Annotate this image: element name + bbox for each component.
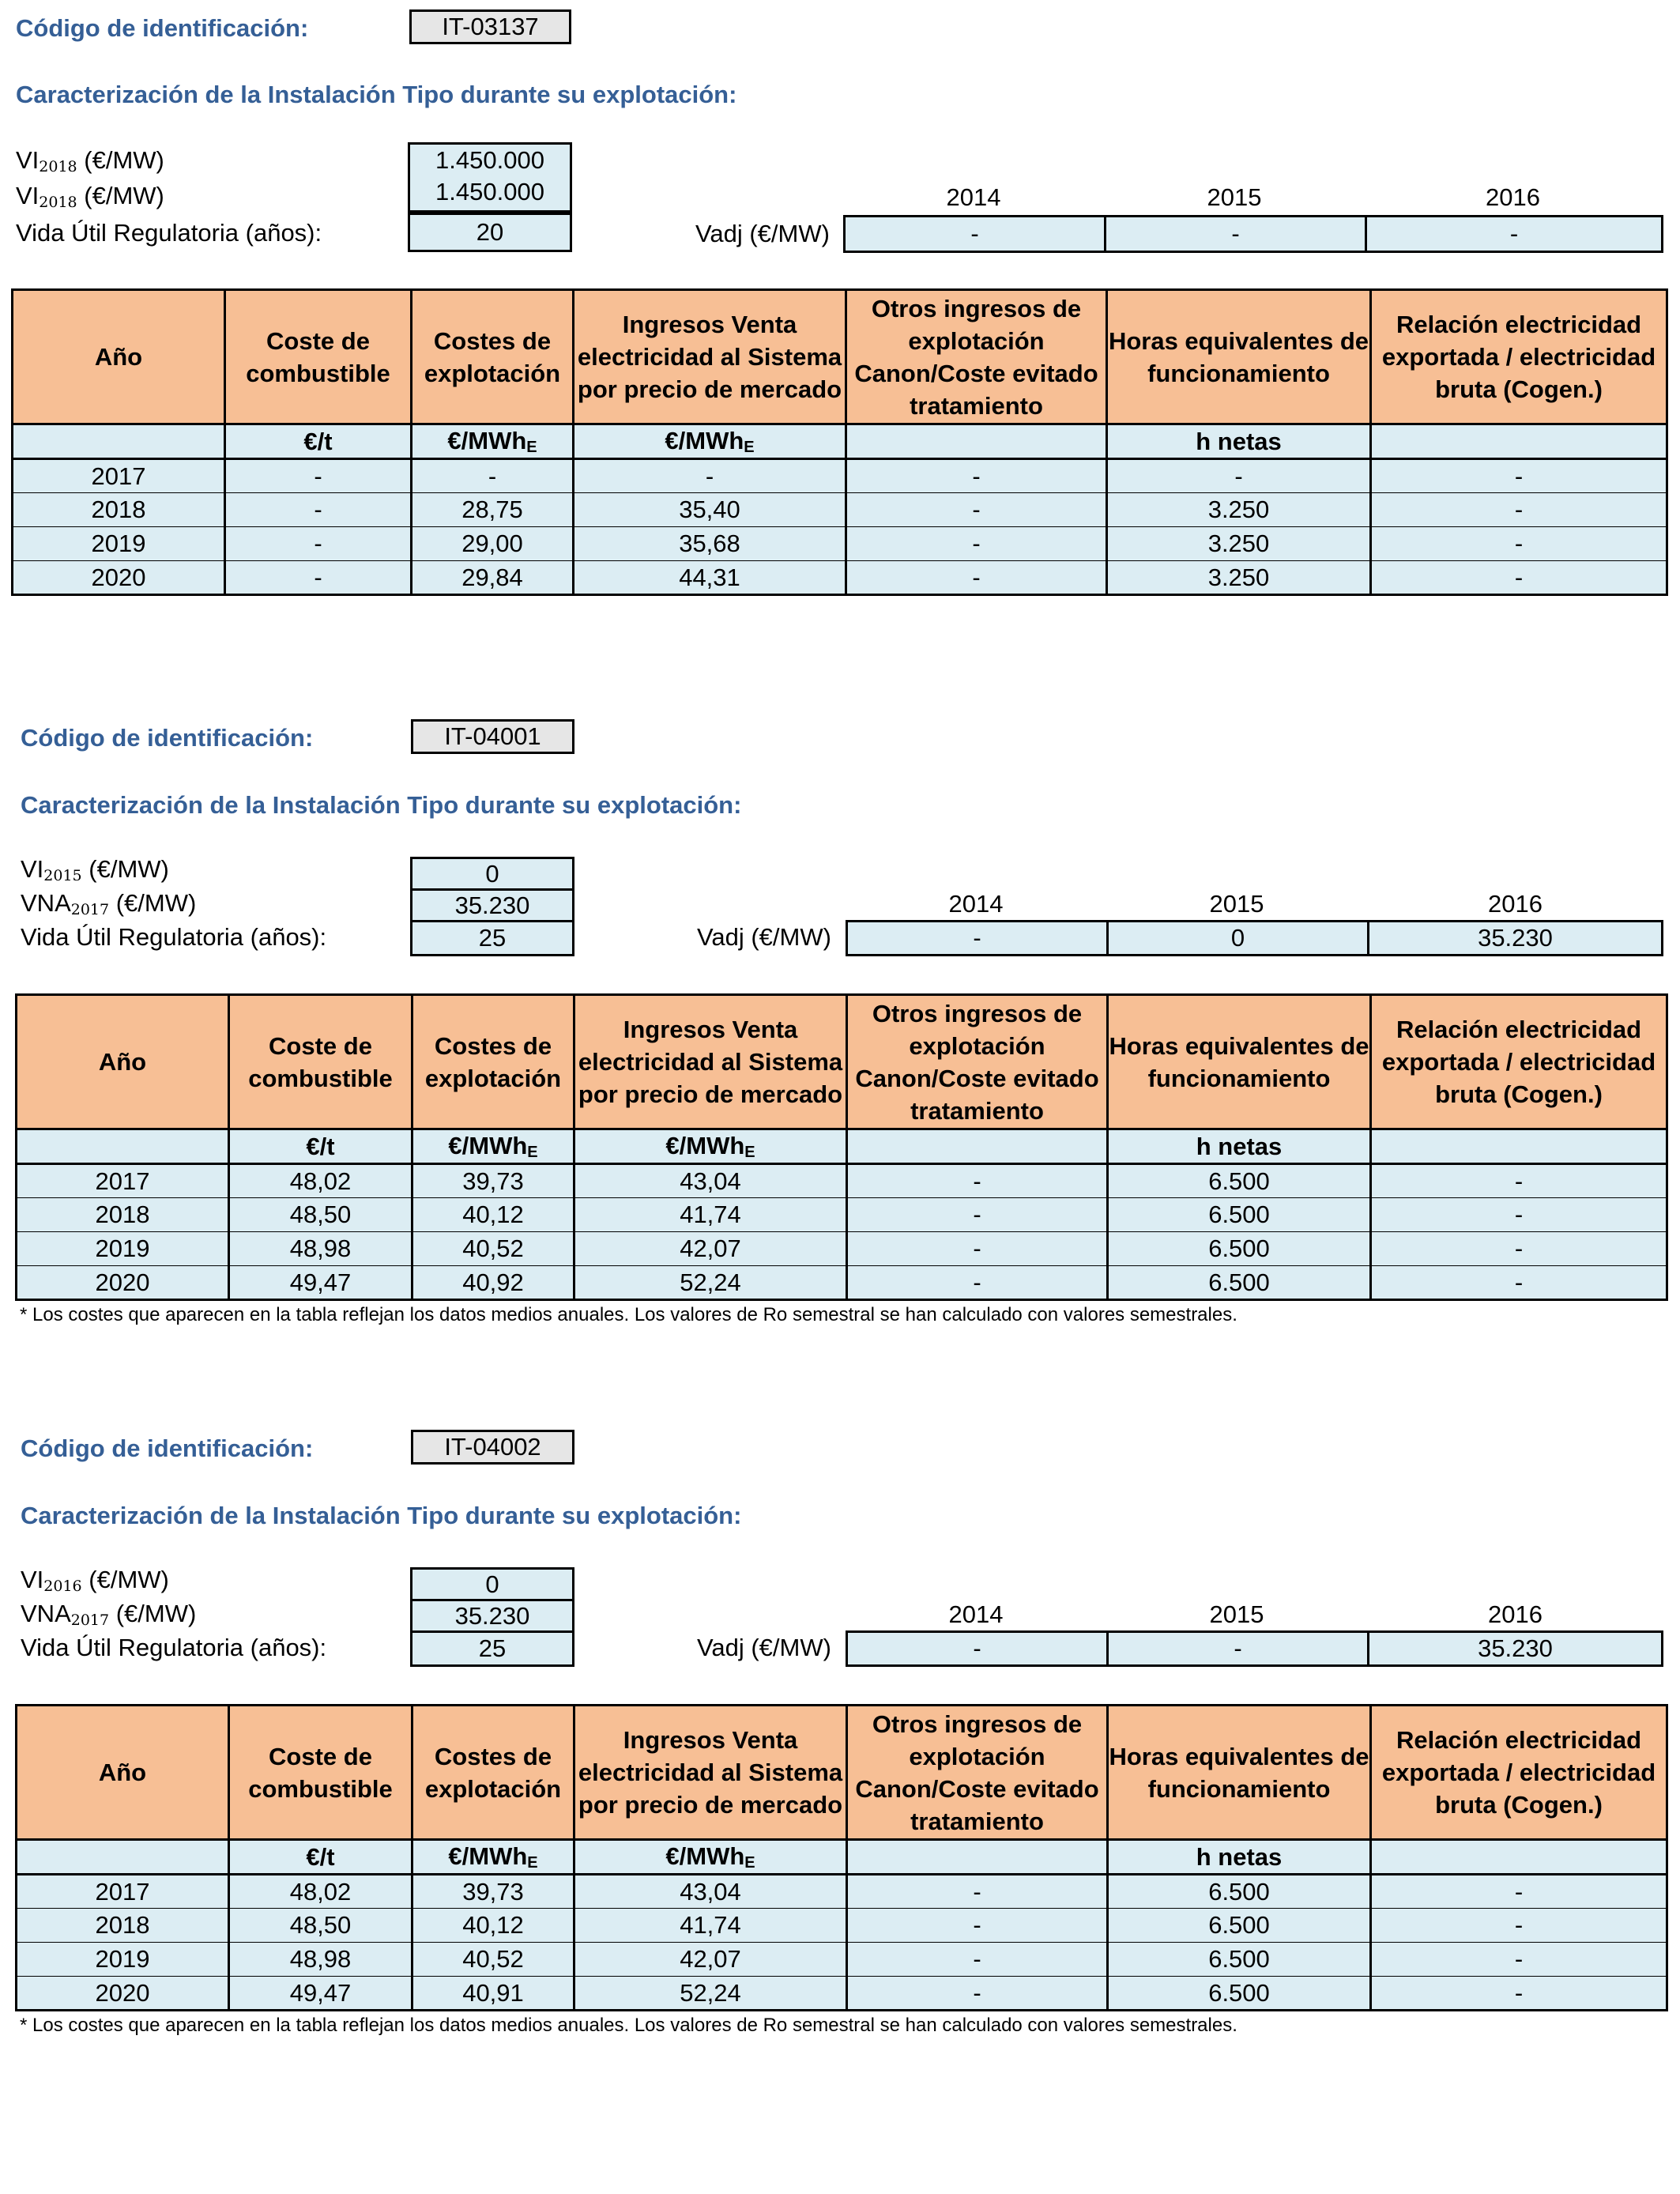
unit-cell: [847, 1129, 1108, 1164]
vadj-value: 35.230: [1367, 920, 1663, 956]
vadj-year: 2015: [1209, 1600, 1264, 1628]
cell-value: 40,12: [412, 1198, 574, 1232]
cell-value: 29,00: [412, 527, 574, 561]
vadj-value: -: [1104, 215, 1367, 253]
cell-year: 2019: [13, 527, 225, 561]
unit-ingresos-venta: €/MWh$_E$: [574, 424, 846, 459]
cell-value: -: [412, 459, 574, 493]
table-row: [17, 1198, 1667, 1232]
cell-value: 28,75: [412, 493, 574, 527]
cell-value: -: [1107, 459, 1371, 493]
vi-label: $VI_{2015}$ (€/MW): [21, 855, 169, 884]
unit-horas: h netas: [1108, 1129, 1371, 1164]
cell-value: -: [1371, 1875, 1667, 1909]
cell-year: 2020: [17, 1977, 229, 2011]
cell-value: -: [1371, 1232, 1667, 1266]
vna-label: $VNA_{2017}$ (€/MW): [21, 1600, 197, 1629]
cell-value: -: [225, 493, 412, 527]
footnote: * Los costes que aparecen en la tabla reflejan los datos medios anuales. Los valores de Ro semestral se han calculado con valores semestrales.: [20, 1304, 1237, 1325]
cell-value: 40,91: [412, 1977, 574, 2011]
header-anio: Año: [17, 1706, 229, 1840]
vi-value: 1.450.000: [408, 142, 572, 179]
cell-value: -: [846, 459, 1107, 493]
cell-value: 6.500: [1108, 1909, 1371, 1943]
cell-value: 6.500: [1108, 1232, 1371, 1266]
unit-cell: [1371, 424, 1667, 459]
cell-value: 39,73: [412, 1164, 574, 1198]
header-coste-combustible: Coste de combustible: [225, 290, 412, 424]
vadj-year: 2014: [948, 890, 1004, 918]
vida-value: 25: [410, 1630, 574, 1667]
header-ingresos-venta: Ingresos Venta electricidad al Sistema por precio de mercado: [574, 995, 847, 1129]
header-anio: Año: [17, 995, 229, 1129]
cell-value: 44,31: [574, 561, 846, 595]
header-otros-ingresos: Otros ingresos de explotación Canon/Coste evitado tratamiento: [847, 1706, 1108, 1840]
table-row: [17, 1232, 1667, 1266]
cell-value: 6.500: [1108, 1164, 1371, 1198]
header-coste-combustible: Coste de combustible: [229, 1706, 412, 1840]
cell-year: 2017: [17, 1164, 229, 1198]
cell-value: -: [846, 493, 1107, 527]
vida-label: Vida Útil Regulatoria (años):: [16, 219, 322, 247]
cell-value: -: [1371, 1198, 1667, 1232]
unit-costes-explotacion: €/MWh$_E$: [412, 1129, 574, 1164]
cell-value: 3.250: [1107, 561, 1371, 595]
table-row: [17, 1164, 1667, 1198]
cell-value: -: [225, 561, 412, 595]
cell-year: 2019: [17, 1232, 229, 1266]
code-label: Código de identificación:: [21, 724, 314, 752]
cell-value: 41,74: [574, 1198, 847, 1232]
vadj-value: 0: [1106, 920, 1369, 956]
cell-value: -: [574, 459, 846, 493]
cell-year: 2018: [13, 493, 225, 527]
table-row: [17, 1909, 1667, 1943]
cell-value: -: [847, 1977, 1108, 2011]
unit-cell: [846, 424, 1107, 459]
header-otros-ingresos: Otros ingresos de explotación Canon/Coste evitado tratamiento: [846, 290, 1107, 424]
unit-ingresos-venta: €/MWh$_E$: [574, 1129, 847, 1164]
cell-value: -: [847, 1875, 1108, 1909]
header-horas: Horas equivalentes de funcionamiento: [1108, 1706, 1371, 1840]
header-horas: Horas equivalentes de funcionamiento: [1107, 290, 1371, 424]
table-row: [17, 1977, 1667, 2011]
cell-value: -: [1371, 459, 1667, 493]
cell-value: 52,24: [574, 1977, 847, 2011]
vida-label: Vida Útil Regulatoria (años):: [21, 923, 327, 951]
header-costes-explotacion: Costes de explotación: [412, 1706, 574, 1840]
table-row: [17, 1943, 1667, 1977]
cell-value: 48,98: [229, 1943, 412, 1977]
unit-cell: [1371, 1840, 1667, 1875]
cell-year: 2017: [13, 459, 225, 493]
cell-value: -: [1371, 1943, 1667, 1977]
table-row: [17, 1266, 1667, 1300]
cell-year: 2018: [17, 1198, 229, 1232]
header-otros-ingresos: Otros ingresos de explotación Canon/Coste evitado tratamiento: [847, 995, 1108, 1129]
unit-cell: [847, 1840, 1108, 1875]
cell-year: 2017: [17, 1875, 229, 1909]
vna-value: 35.230: [410, 1599, 574, 1633]
cost-table: [11, 288, 1668, 596]
vi-label-2: $VI_{2018}$ (€/MW): [16, 182, 164, 211]
unit-cell: [17, 1840, 229, 1875]
table-row: [17, 1875, 1667, 1909]
header-costes-explotacion: Costes de explotación: [412, 995, 574, 1129]
cost-table: [15, 1704, 1668, 2011]
cell-value: -: [1371, 1977, 1667, 2011]
vadj-year: 2016: [1486, 183, 1540, 211]
cell-value: -: [847, 1198, 1108, 1232]
vadj-year: 2015: [1207, 183, 1262, 211]
cell-value: 40,52: [412, 1232, 574, 1266]
cell-value: -: [1371, 1164, 1667, 1198]
installation-section: [0, 710, 1680, 1342]
unit-coste-combustible: €/t: [225, 424, 412, 459]
header-coste-combustible: Coste de combustible: [229, 995, 412, 1129]
table-row: [13, 561, 1667, 595]
cell-value: 48,50: [229, 1198, 412, 1232]
cell-value: 3.250: [1107, 493, 1371, 527]
cell-value: 39,73: [412, 1875, 574, 1909]
header-ingresos-venta: Ingresos Venta electricidad al Sistema por precio de mercado: [574, 290, 846, 424]
header-relacion: Relación electricidad exportada / electricidad bruta (Cogen.): [1371, 1706, 1667, 1840]
cell-value: -: [1371, 493, 1667, 527]
cell-value: -: [1371, 1266, 1667, 1300]
header-horas: Horas equivalentes de funcionamiento: [1108, 995, 1371, 1129]
code-label: Código de identificación:: [21, 1434, 314, 1462]
cell-value: 6.500: [1108, 1198, 1371, 1232]
cell-value: 40,52: [412, 1943, 574, 1977]
vadj-year: 2014: [948, 1600, 1004, 1628]
header-relacion: Relación electricidad exportada / electricidad bruta (Cogen.): [1371, 290, 1667, 424]
vadj-value: -: [846, 920, 1109, 956]
cell-value: -: [225, 527, 412, 561]
code-box: IT-04001: [411, 719, 574, 754]
unit-cell: [17, 1129, 229, 1164]
cell-value: 43,04: [574, 1875, 847, 1909]
cell-value: 48,98: [229, 1232, 412, 1266]
unit-ingresos-venta: €/MWh$_E$: [574, 1840, 847, 1875]
vadj-year: 2014: [946, 183, 1001, 211]
cell-value: -: [847, 1266, 1108, 1300]
vi-label: $VI_{2018}$ (€/MW): [16, 146, 164, 175]
table-row: [13, 459, 1667, 493]
cell-value: 6.500: [1108, 1943, 1371, 1977]
vadj-value: 35.230: [1367, 1630, 1663, 1667]
cell-value: 43,04: [574, 1164, 847, 1198]
cell-value: 49,47: [229, 1977, 412, 2011]
unit-horas: h netas: [1108, 1840, 1371, 1875]
vadj-label: Vadj (€/MW): [697, 1634, 831, 1661]
table-row: [13, 527, 1667, 561]
cell-value: -: [1371, 1909, 1667, 1943]
cell-value: 29,84: [412, 561, 574, 595]
cell-value: 3.250: [1107, 527, 1371, 561]
unit-coste-combustible: €/t: [229, 1129, 412, 1164]
cell-value: -: [847, 1164, 1108, 1198]
section-title: Caracterización de la Instalación Tipo durante su explotación:: [21, 1502, 742, 1529]
unit-costes-explotacion: €/MWh$_E$: [412, 1840, 574, 1875]
header-relacion: Relación electricidad exportada / electricidad bruta (Cogen.): [1371, 995, 1667, 1129]
header-anio: Año: [13, 290, 225, 424]
installation-section: [0, 0, 1680, 616]
cell-year: 2019: [17, 1943, 229, 1977]
vadj-label: Vadj (€/MW): [697, 923, 831, 951]
cell-value: 6.500: [1108, 1875, 1371, 1909]
code-box: IT-04002: [411, 1430, 574, 1465]
cell-value: 35,40: [574, 493, 846, 527]
installation-section: [0, 1420, 1680, 2053]
vadj-label: Vadj (€/MW): [695, 220, 830, 247]
cell-year: 2018: [17, 1909, 229, 1943]
code-box: IT-03137: [409, 9, 571, 44]
vadj-value: -: [843, 215, 1106, 253]
vi-label: $VI_{2016}$ (€/MW): [21, 1566, 169, 1595]
vadj-year: 2016: [1488, 890, 1543, 918]
vi-value: 0: [410, 1567, 574, 1601]
cell-value: -: [1371, 561, 1667, 595]
vadj-value: -: [1365, 215, 1663, 253]
table-row: [13, 493, 1667, 527]
footnote: * Los costes que aparecen en la tabla reflejan los datos medios anuales. Los valores de Ro semestral se han calculado con valores semestrales.: [20, 2015, 1237, 2036]
cell-value: 42,07: [574, 1232, 847, 1266]
vida-value: 25: [410, 920, 574, 956]
unit-cell: [13, 424, 225, 459]
cell-value: 6.500: [1108, 1266, 1371, 1300]
vna-label: $VNA_{2017}$ (€/MW): [21, 889, 197, 918]
cell-value: 6.500: [1108, 1977, 1371, 2011]
vadj-year: 2015: [1209, 890, 1264, 918]
vida-value: 20: [408, 213, 572, 252]
cell-value: -: [846, 527, 1107, 561]
vi-value: 0: [410, 857, 574, 891]
unit-coste-combustible: €/t: [229, 1840, 412, 1875]
cell-value: 48,02: [229, 1875, 412, 1909]
unit-cell: [1371, 1129, 1667, 1164]
header-costes-explotacion: Costes de explotación: [412, 290, 574, 424]
code-label: Código de identificación:: [16, 14, 309, 42]
vi-value-2: 1.450.000: [408, 176, 572, 213]
section-title: Caracterización de la Instalación Tipo durante su explotación:: [21, 791, 742, 819]
vadj-value: -: [1106, 1630, 1369, 1667]
cell-value: -: [847, 1232, 1108, 1266]
cell-value: 48,02: [229, 1164, 412, 1198]
vadj-value: -: [846, 1630, 1109, 1667]
cell-value: -: [847, 1909, 1108, 1943]
cell-value: 40,92: [412, 1266, 574, 1300]
cell-value: 40,12: [412, 1909, 574, 1943]
vna-value: 35.230: [410, 888, 574, 922]
cell-value: 35,68: [574, 527, 846, 561]
unit-costes-explotacion: €/MWh$_E$: [412, 424, 574, 459]
unit-horas: h netas: [1107, 424, 1371, 459]
cell-value: 52,24: [574, 1266, 847, 1300]
cell-value: -: [1371, 527, 1667, 561]
cell-year: 2020: [17, 1266, 229, 1300]
cell-value: 49,47: [229, 1266, 412, 1300]
section-title: Caracterización de la Instalación Tipo durante su explotación:: [16, 81, 737, 108]
vida-label: Vida Útil Regulatoria (años):: [21, 1634, 327, 1661]
cell-value: 42,07: [574, 1943, 847, 1977]
cell-value: -: [847, 1943, 1108, 1977]
cell-value: 41,74: [574, 1909, 847, 1943]
vadj-year: 2016: [1488, 1600, 1543, 1628]
cell-value: -: [225, 459, 412, 493]
cell-value: -: [846, 561, 1107, 595]
cost-table: [15, 993, 1668, 1301]
cell-value: 48,50: [229, 1909, 412, 1943]
header-ingresos-venta: Ingresos Venta electricidad al Sistema por precio de mercado: [574, 1706, 847, 1840]
cell-year: 2020: [13, 561, 225, 595]
